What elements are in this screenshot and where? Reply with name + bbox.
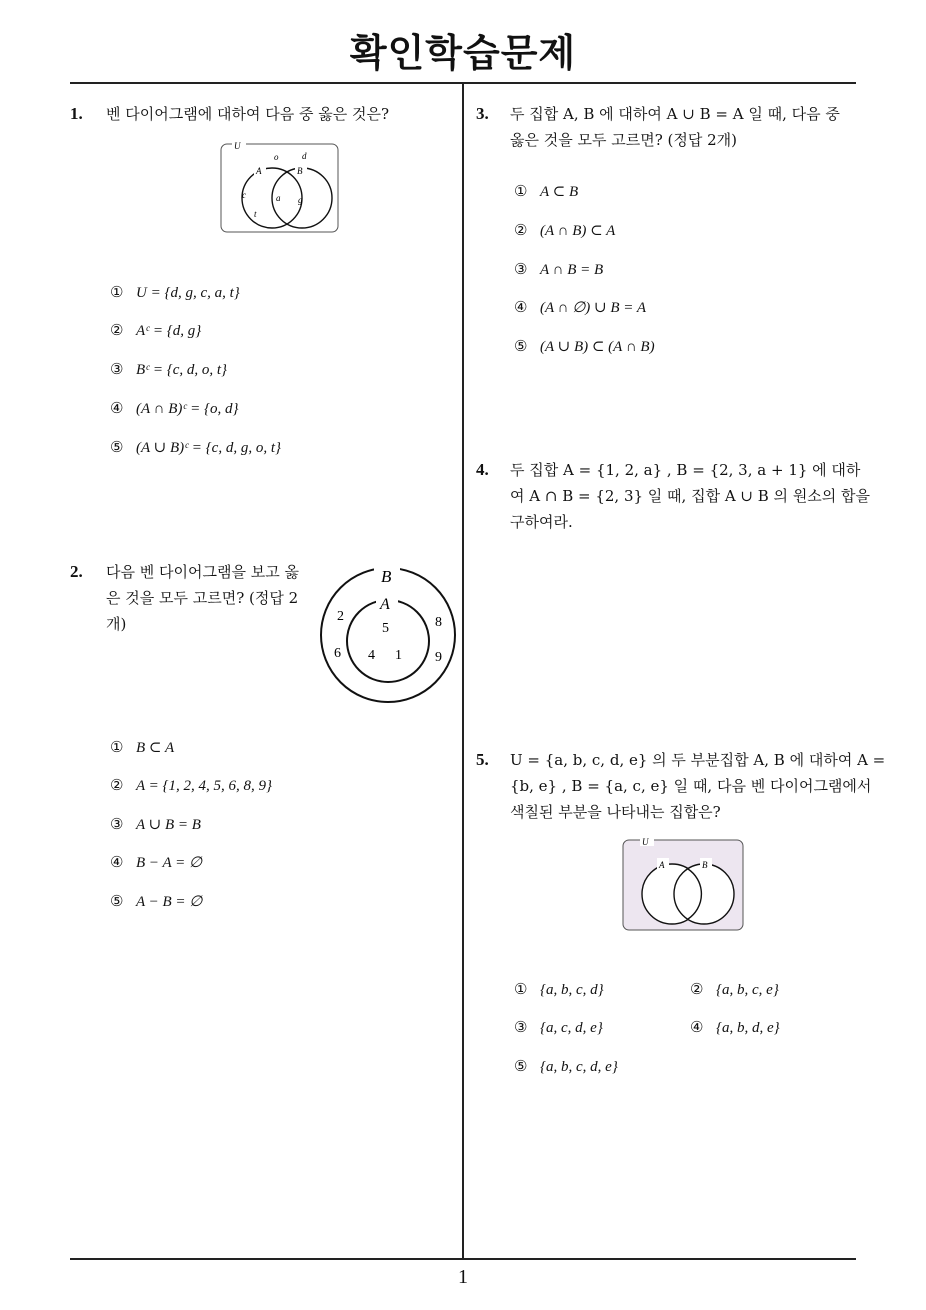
- option-text: B − A = ∅: [136, 855, 203, 871]
- option-mark: ②: [110, 776, 124, 794]
- question-text: [510, 457, 870, 535]
- option-mark: ④: [514, 298, 528, 316]
- label-A: A: [659, 860, 665, 870]
- option-text: (A ∩ ∅) ∪ B = A: [540, 300, 647, 316]
- label-A: A: [256, 166, 262, 176]
- question-text-line: U = {a, b, c, d, e} 의 두 부분집합 A, B 에 대하여 A =: [510, 751, 886, 769]
- option-text: {a, c, d, e}: [540, 1020, 603, 1036]
- option-text: {a, b, c, d, e}: [540, 1059, 618, 1075]
- element-o: o: [274, 152, 279, 162]
- label-U: U: [234, 141, 241, 151]
- option-mark: ①: [514, 980, 528, 998]
- option-text: A − B = ∅: [136, 894, 203, 910]
- option-mark: ④: [110, 399, 124, 417]
- label-B: B: [297, 166, 303, 176]
- option-text: Bᶜ = {c, d, o, t}: [136, 362, 228, 378]
- option-4[interactable]: [690, 1018, 780, 1037]
- option-mark: ②: [514, 221, 528, 239]
- element-1: 1: [395, 648, 402, 663]
- option-mark: ①: [110, 283, 124, 301]
- question-text-line: {b, e} , B = {a, c, e} 일 때, 다음 벤 다이어그램에서: [510, 777, 872, 795]
- option-4[interactable]: [110, 399, 238, 418]
- option-text: B ⊂ A: [136, 740, 175, 756]
- question-text-line: 다음 벤 다이어그램을 보고 옳: [106, 563, 299, 581]
- element-a: a: [276, 193, 281, 203]
- page-number: 1: [458, 1266, 468, 1288]
- option-1[interactable]: [110, 738, 174, 757]
- question-text: 벤 다이어그램에 대하여 다음 중 옳은 것은?: [106, 105, 389, 123]
- option-text: U = {d, g, c, a, t}: [136, 285, 240, 301]
- option-mark: ③: [110, 360, 124, 378]
- option-mark: ④: [690, 1018, 704, 1036]
- option-2[interactable]: [110, 776, 272, 795]
- option-mark: ⑤: [110, 438, 124, 456]
- option-mark: ②: [690, 980, 704, 998]
- nested-venn-diagram: [316, 562, 462, 708]
- option-3[interactable]: [514, 260, 603, 279]
- option-2[interactable]: [514, 221, 615, 240]
- option-mark: ③: [514, 1018, 528, 1036]
- page-title: 확인학습문제: [349, 31, 577, 75]
- option-5[interactable]: [514, 337, 655, 356]
- element-6: 6: [334, 646, 341, 661]
- option-3[interactable]: [110, 815, 201, 834]
- element-2: 2: [337, 609, 344, 624]
- question-number: 5.: [476, 750, 489, 769]
- option-1[interactable]: [110, 283, 240, 302]
- element-9: 9: [435, 650, 442, 665]
- question-text-line: 개): [106, 615, 127, 633]
- question-text-line: 색칠된 부분을 나타내는 집합은?: [510, 803, 721, 821]
- option-text: A ∪ B = B: [136, 817, 201, 833]
- element-d: d: [302, 151, 307, 161]
- option-3[interactable]: [514, 1018, 603, 1037]
- question-text-line: 두 집합 A, B 에 대하여 A ∪ B = A 일 때, 다음 중: [510, 105, 840, 123]
- option-text: (A ∩ B) ⊂ A: [540, 223, 616, 239]
- bottom-rule: [70, 1258, 856, 1260]
- question-text: [510, 101, 840, 153]
- option-mark: ③: [514, 260, 528, 278]
- question-number: 1.: [70, 104, 83, 123]
- question-text-line: 여 A ∩ B = {2, 3} 일 때, 집합 A ∪ B 의 원소의 합을: [510, 487, 871, 505]
- question-text-line: 은 것을 모두 고르면? (정답 2: [106, 589, 299, 607]
- shaded-venn-diagram: [620, 836, 746, 934]
- option-text: (A ∪ B)ᶜ = {c, d, g, o, t}: [136, 440, 281, 456]
- option-5[interactable]: [110, 892, 202, 911]
- option-5[interactable]: [110, 438, 281, 457]
- option-1[interactable]: [514, 980, 604, 999]
- element-8: 8: [435, 615, 442, 630]
- option-mark: ⑤: [514, 1057, 528, 1075]
- element-c: c: [242, 190, 246, 200]
- option-1[interactable]: [514, 182, 578, 201]
- question-text-line: 옳은 것을 모두 고르면? (정답 2개): [510, 131, 738, 149]
- option-4[interactable]: [514, 298, 646, 317]
- option-text: Aᶜ = {d, g}: [136, 323, 202, 339]
- column-divider: [462, 84, 464, 1260]
- option-text: {a, b, c, d}: [540, 982, 604, 998]
- venn-diagram: [218, 140, 342, 236]
- element-t: t: [254, 209, 257, 219]
- option-mark: ⑤: [110, 892, 124, 910]
- question-text-line: 두 집합 A = {1, 2, a} , B = {2, 3, a + 1} 에 대하: [510, 461, 861, 479]
- question-text-line: 구하여라.: [510, 513, 573, 531]
- label-A: A: [380, 596, 390, 613]
- label-B: B: [702, 860, 708, 870]
- question-number: 4.: [476, 460, 489, 479]
- element-5: 5: [382, 621, 389, 636]
- label-U: U: [642, 837, 649, 847]
- option-2[interactable]: [110, 321, 201, 340]
- option-mark: ③: [110, 815, 124, 833]
- option-text: {a, b, c, e}: [716, 982, 779, 998]
- label-B: B: [381, 567, 392, 586]
- option-text: {a, b, d, e}: [716, 1020, 780, 1036]
- option-mark: ①: [110, 738, 124, 756]
- element-g: g: [298, 195, 303, 205]
- option-mark: ④: [110, 853, 124, 871]
- option-4[interactable]: [110, 853, 202, 872]
- option-mark: ①: [514, 182, 528, 200]
- element-4: 4: [368, 648, 375, 663]
- question-number: 2.: [70, 562, 83, 581]
- option-mark: ②: [110, 321, 124, 339]
- option-2[interactable]: [690, 980, 779, 999]
- option-text: (A ∪ B) ⊂ (A ∩ B): [540, 339, 655, 355]
- option-3[interactable]: [110, 360, 227, 379]
- question-text: [510, 747, 885, 825]
- question-text: [106, 559, 299, 637]
- option-text: A = {1, 2, 4, 5, 6, 8, 9}: [136, 778, 273, 794]
- option-5[interactable]: [514, 1057, 618, 1076]
- option-mark: ⑤: [514, 337, 528, 355]
- option-text: A ∩ B = B: [540, 262, 604, 278]
- question-number: 3.: [476, 104, 489, 123]
- option-text: (A ∩ B)ᶜ = {o, d}: [136, 401, 239, 417]
- option-text: A ⊂ B: [540, 184, 579, 200]
